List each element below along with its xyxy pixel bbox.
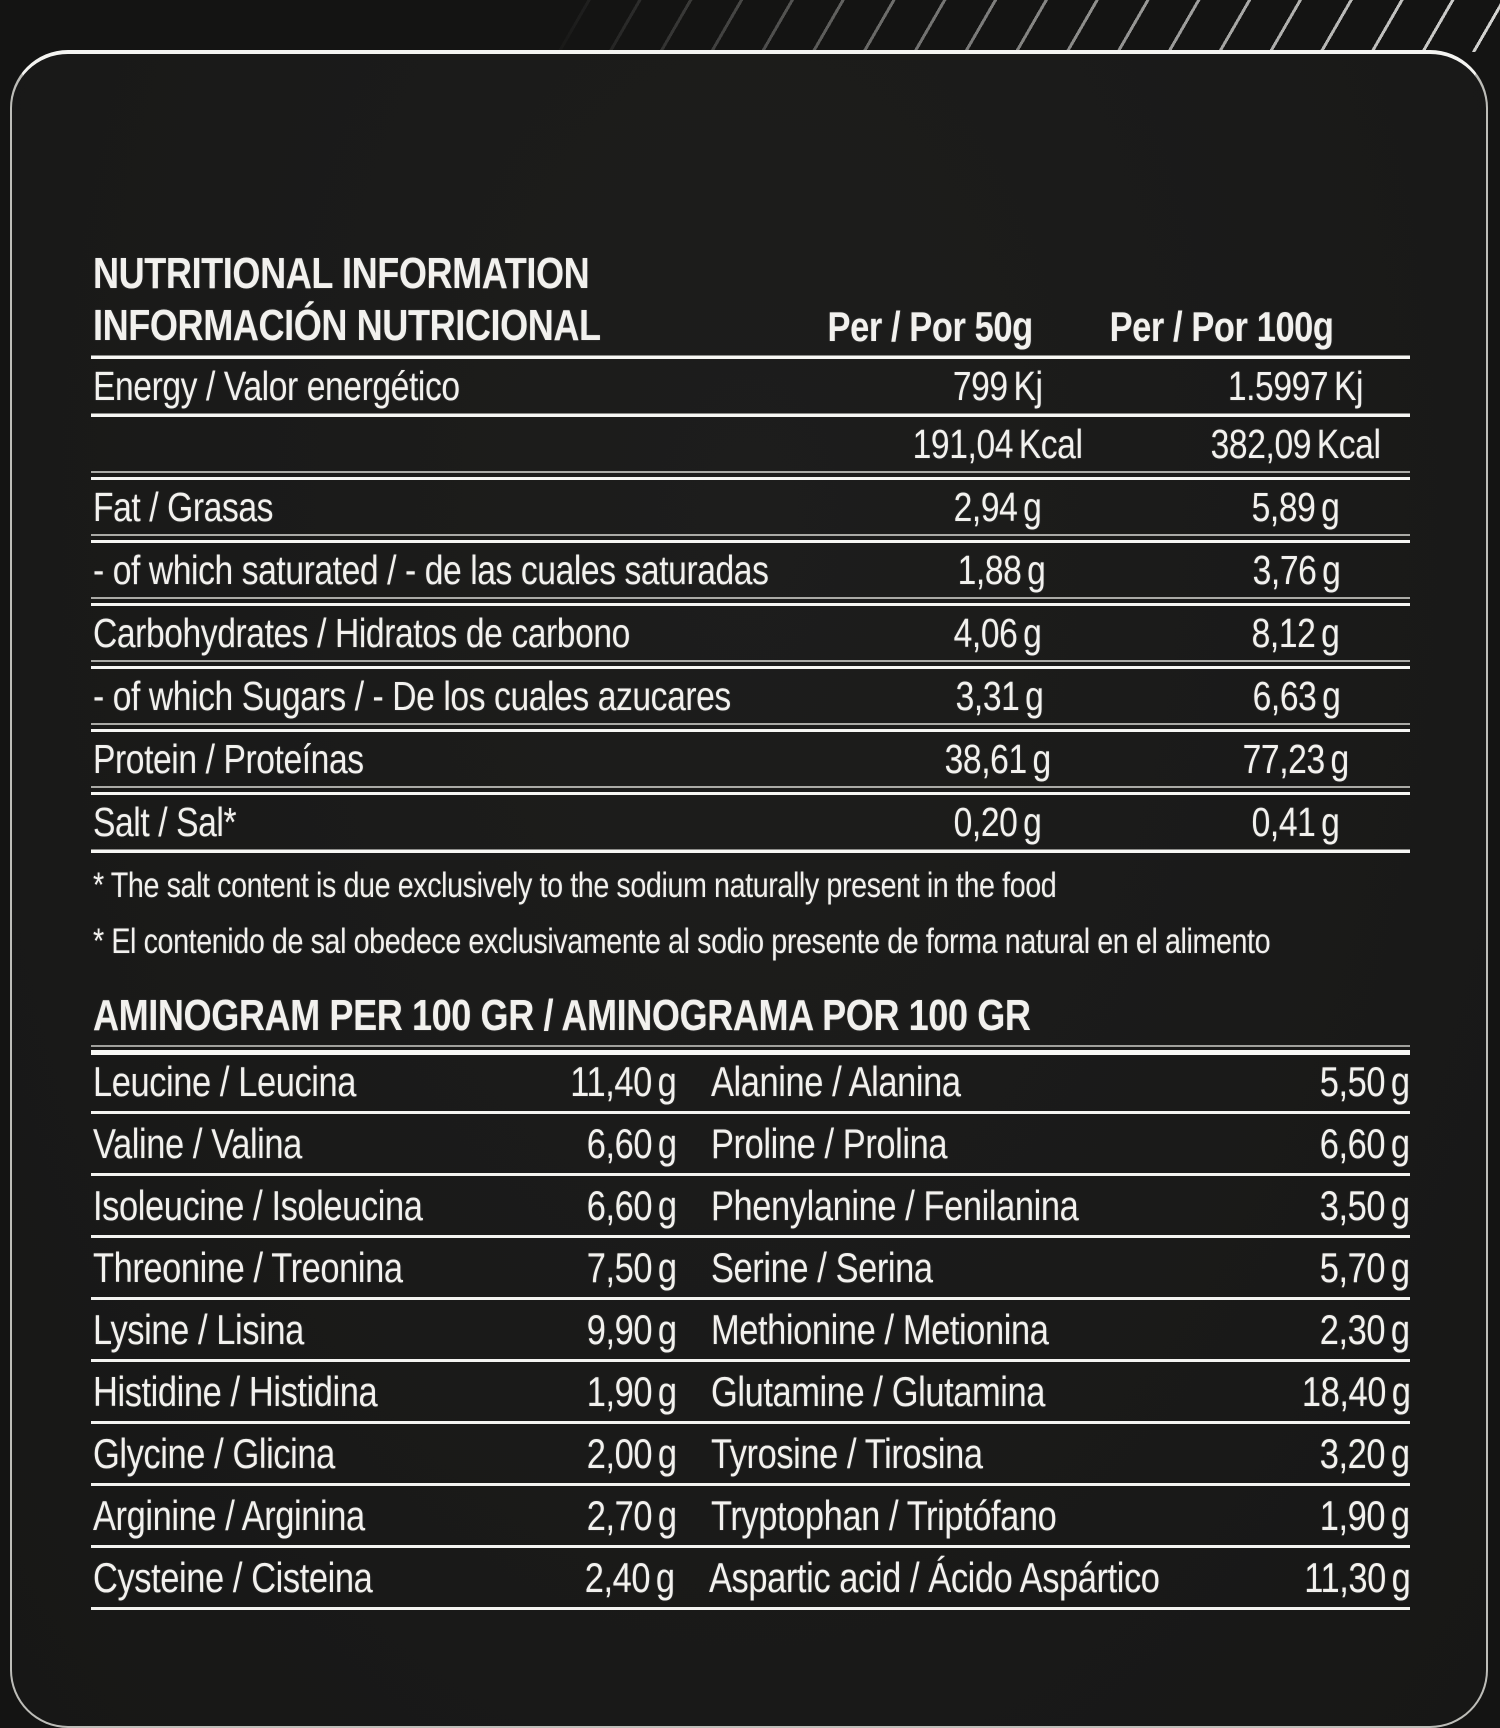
value-per-50g: 191,04 Kcal	[912, 420, 1083, 467]
amino-value: 9,90 g	[586, 1306, 677, 1353]
divider	[91, 1543, 1410, 1551]
amino-name: Tryptophan / Triptófano	[711, 1492, 1057, 1539]
value-per-100g: 1.5997 Kj	[1228, 362, 1364, 409]
table-row-sugars	[85, 669, 1410, 723]
amino-row	[85, 1427, 1410, 1481]
value-per-50g: 799 Kj	[952, 362, 1043, 409]
amino-value: 11,40 g	[570, 1058, 677, 1105]
divider	[91, 1481, 1410, 1489]
amino-name: Threonine / Treonina	[93, 1244, 403, 1291]
amino-row	[85, 1117, 1410, 1171]
amino-name: Phenylanine / Fenilanina	[711, 1182, 1079, 1229]
value-per-50g: 3,31 g	[955, 672, 1044, 719]
amino-value: 1,90 g	[1320, 1492, 1410, 1539]
divider	[91, 723, 1410, 732]
amino-name: Isoleucine / Isoleucina	[93, 1182, 423, 1229]
salt-footnote-es: * El contenido de sal obedece exclusivamente al sodio presente de forma natural en el alimento	[93, 922, 1271, 961]
table-row-energy-kcal	[85, 417, 1410, 471]
amino-value: 3,50 g	[1320, 1182, 1410, 1229]
amino-name: Aspartic acid / Ácido Aspártico	[708, 1554, 1160, 1601]
row-label: Fat / Grasas	[93, 483, 274, 530]
amino-name: Alanine / Alanina	[711, 1058, 961, 1105]
amino-name: Serine / Serina	[711, 1244, 933, 1291]
amino-name: Proline / Prolina	[711, 1120, 948, 1167]
amino-name: Glycine / Glicina	[93, 1430, 335, 1477]
amino-value: 6,60 g	[1320, 1120, 1410, 1167]
table-row-carbohydrates	[85, 606, 1410, 660]
divider	[91, 1171, 1410, 1179]
amino-row	[85, 1365, 1410, 1419]
title-spanish: INFORMACIÓN NUTRICIONAL	[93, 301, 601, 350]
value-per-100g: 5,89 g	[1251, 483, 1340, 530]
table-row-fat	[85, 480, 1410, 534]
amino-value: 2,30 g	[1320, 1306, 1410, 1353]
divider	[91, 1605, 1410, 1613]
amino-row	[85, 1241, 1410, 1295]
amino-value: 11,30 g	[1303, 1554, 1410, 1601]
amino-value: 2,40 g	[584, 1554, 675, 1601]
amino-value: 2,00 g	[586, 1430, 677, 1477]
divider	[91, 1419, 1410, 1427]
amino-name: Histidine / Histidina	[93, 1368, 378, 1415]
divider	[91, 597, 1410, 606]
divider	[91, 471, 1410, 480]
label-content	[85, 217, 1410, 1613]
table-header-row	[85, 299, 1410, 355]
nutrition-label-panel	[10, 50, 1488, 1728]
row-label: Carbohydrates / Hidratos de carbono	[93, 609, 630, 656]
value-per-100g: 8,12 g	[1251, 609, 1340, 656]
row-label	[85, 421, 868, 468]
amino-value: 18,40 g	[1301, 1368, 1410, 1415]
amino-value: 3,20 g	[1320, 1430, 1410, 1477]
amino-name: Leucine / Leucina	[93, 1058, 357, 1105]
column-header-per-100g: Per / Por 100g	[1109, 303, 1334, 350]
diagonal-stripes-decoration	[540, 0, 1500, 52]
divider	[91, 786, 1410, 795]
value-per-50g: 4,06 g	[953, 609, 1042, 656]
value-per-100g: 382,09 Kcal	[1210, 420, 1381, 467]
table-row-protein	[85, 732, 1410, 786]
value-per-50g: 0,20 g	[953, 798, 1042, 845]
divider-heavy	[91, 1045, 1410, 1055]
value-per-50g: 2,94 g	[953, 483, 1042, 530]
column-header-per-50g: Per / Por 50g	[827, 303, 1033, 350]
value-per-100g: 77,23 g	[1242, 735, 1349, 782]
amino-value: 1,90 g	[586, 1368, 677, 1415]
value-per-100g: 0,41 g	[1251, 798, 1340, 845]
amino-name: Tyrosine / Tirosina	[711, 1430, 983, 1477]
amino-row	[85, 1179, 1410, 1233]
divider	[91, 1295, 1410, 1303]
divider	[91, 660, 1410, 669]
salt-footnote-en: * The salt content is due exclusively to the sodium naturally present in the food	[93, 866, 1057, 905]
amino-row	[85, 1055, 1410, 1109]
table-row-energy-kj	[85, 359, 1410, 413]
row-label: Salt / Sal*	[93, 798, 237, 845]
title-english: NUTRITIONAL INFORMATION	[93, 249, 590, 298]
amino-value: 5,70 g	[1320, 1244, 1410, 1291]
amino-name: Arginine / Arginina	[93, 1492, 365, 1539]
amino-row	[85, 1489, 1410, 1543]
table-row-saturated	[85, 543, 1410, 597]
divider	[91, 849, 1410, 853]
table-row-salt	[85, 795, 1410, 849]
row-label: Protein / Proteínas	[93, 735, 364, 782]
amino-value: 2,70 g	[586, 1492, 677, 1539]
amino-value: 6,60 g	[586, 1182, 677, 1229]
divider	[91, 534, 1410, 543]
value-per-100g: 3,76 g	[1252, 546, 1341, 593]
amino-name: Cysteine / Cisteina	[93, 1554, 373, 1601]
amino-row	[85, 1551, 1410, 1605]
value-per-50g: 38,61 g	[944, 735, 1051, 782]
amino-name: Glutamine / Glutamina	[711, 1368, 1046, 1415]
amino-value: 7,50 g	[586, 1244, 677, 1291]
amino-name: Lysine / Lisina	[93, 1306, 304, 1353]
aminogram-title: AMINOGRAM PER 100 GR / AMINOGRAMA POR 100 GR	[93, 991, 1031, 1040]
row-label: - of which Sugars / - De los cuales azucares	[93, 672, 731, 719]
divider	[91, 1233, 1410, 1241]
amino-name: Methionine / Metionina	[711, 1306, 1049, 1353]
divider	[91, 1109, 1410, 1117]
value-per-50g: 1,88 g	[957, 546, 1046, 593]
row-label: - of which saturated / - de las cuales saturadas	[93, 546, 769, 593]
amino-value: 6,60 g	[586, 1120, 677, 1167]
amino-row	[85, 1303, 1410, 1357]
amino-name: Valine / Valina	[93, 1120, 302, 1167]
value-per-100g: 6,63 g	[1252, 672, 1341, 719]
divider	[91, 1357, 1410, 1365]
row-label: Energy / Valor energético	[93, 362, 460, 409]
amino-value: 5,50 g	[1320, 1058, 1410, 1105]
